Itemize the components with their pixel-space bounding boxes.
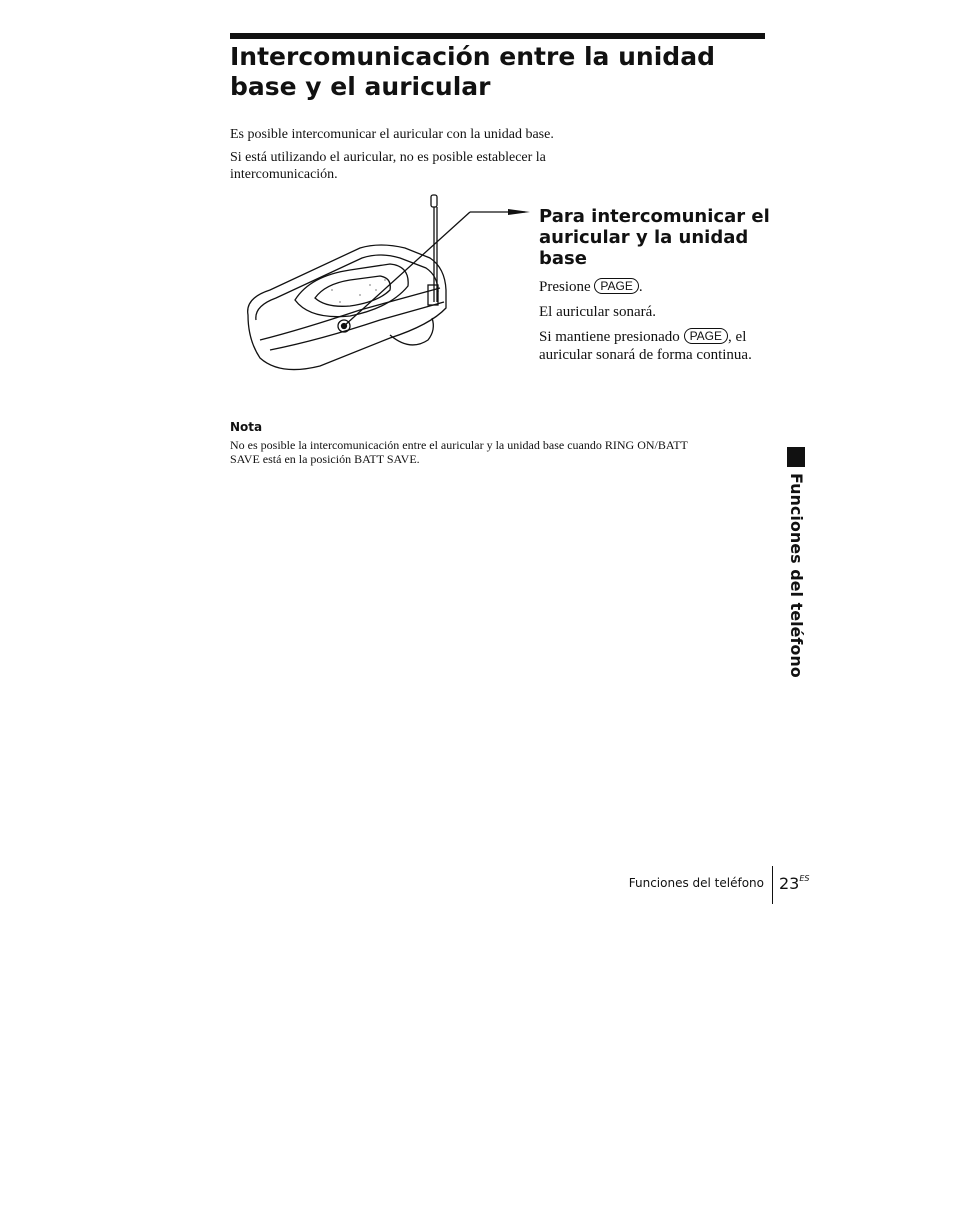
- page-lang: ES: [799, 874, 810, 883]
- page-key: PAGE: [594, 278, 638, 294]
- page-key-2: PAGE: [684, 328, 728, 344]
- page-number-value: 23: [779, 874, 800, 893]
- note-text: No es posible la intercomunicación entre el auricular y la unidad base cuando RING ON/BATT SAVE está en la posición BATT SAVE.: [230, 438, 688, 466]
- step-press-page: [539, 278, 779, 296]
- step3-suffix: , el auricular sonará de forma continua.: [539, 329, 752, 363]
- step-handset-rings: El auricular sonará.: [539, 304, 657, 320]
- footer-divider: [772, 866, 773, 904]
- step-hold-page: [539, 328, 779, 364]
- title-rule: [230, 33, 765, 39]
- section-side-tab: Funciones del teléfono: [787, 473, 806, 678]
- footer-section-label: Funciones del teléfono: [628, 876, 764, 890]
- note-label: Nota: [230, 420, 263, 434]
- page-number: [779, 874, 810, 893]
- base-unit-illustration: [240, 190, 530, 380]
- step3-prefix: Si mantiene presionado: [539, 329, 680, 345]
- step1-suffix: .: [638, 279, 643, 295]
- step1-prefix: Presione: [539, 279, 591, 295]
- page-title: Intercomunicación entre la unidad base y el auricular: [230, 42, 715, 101]
- subsection-title: Para intercomunicar el auricular y la unidad base: [539, 206, 770, 269]
- section-marker: [787, 447, 805, 467]
- intro-paragraph-1: Es posible intercomunicar el auricular con la unidad base.: [230, 127, 554, 142]
- intro-paragraph-2: Si está utilizando el auricular, no es posible establecer la intercomunicación.: [230, 150, 546, 182]
